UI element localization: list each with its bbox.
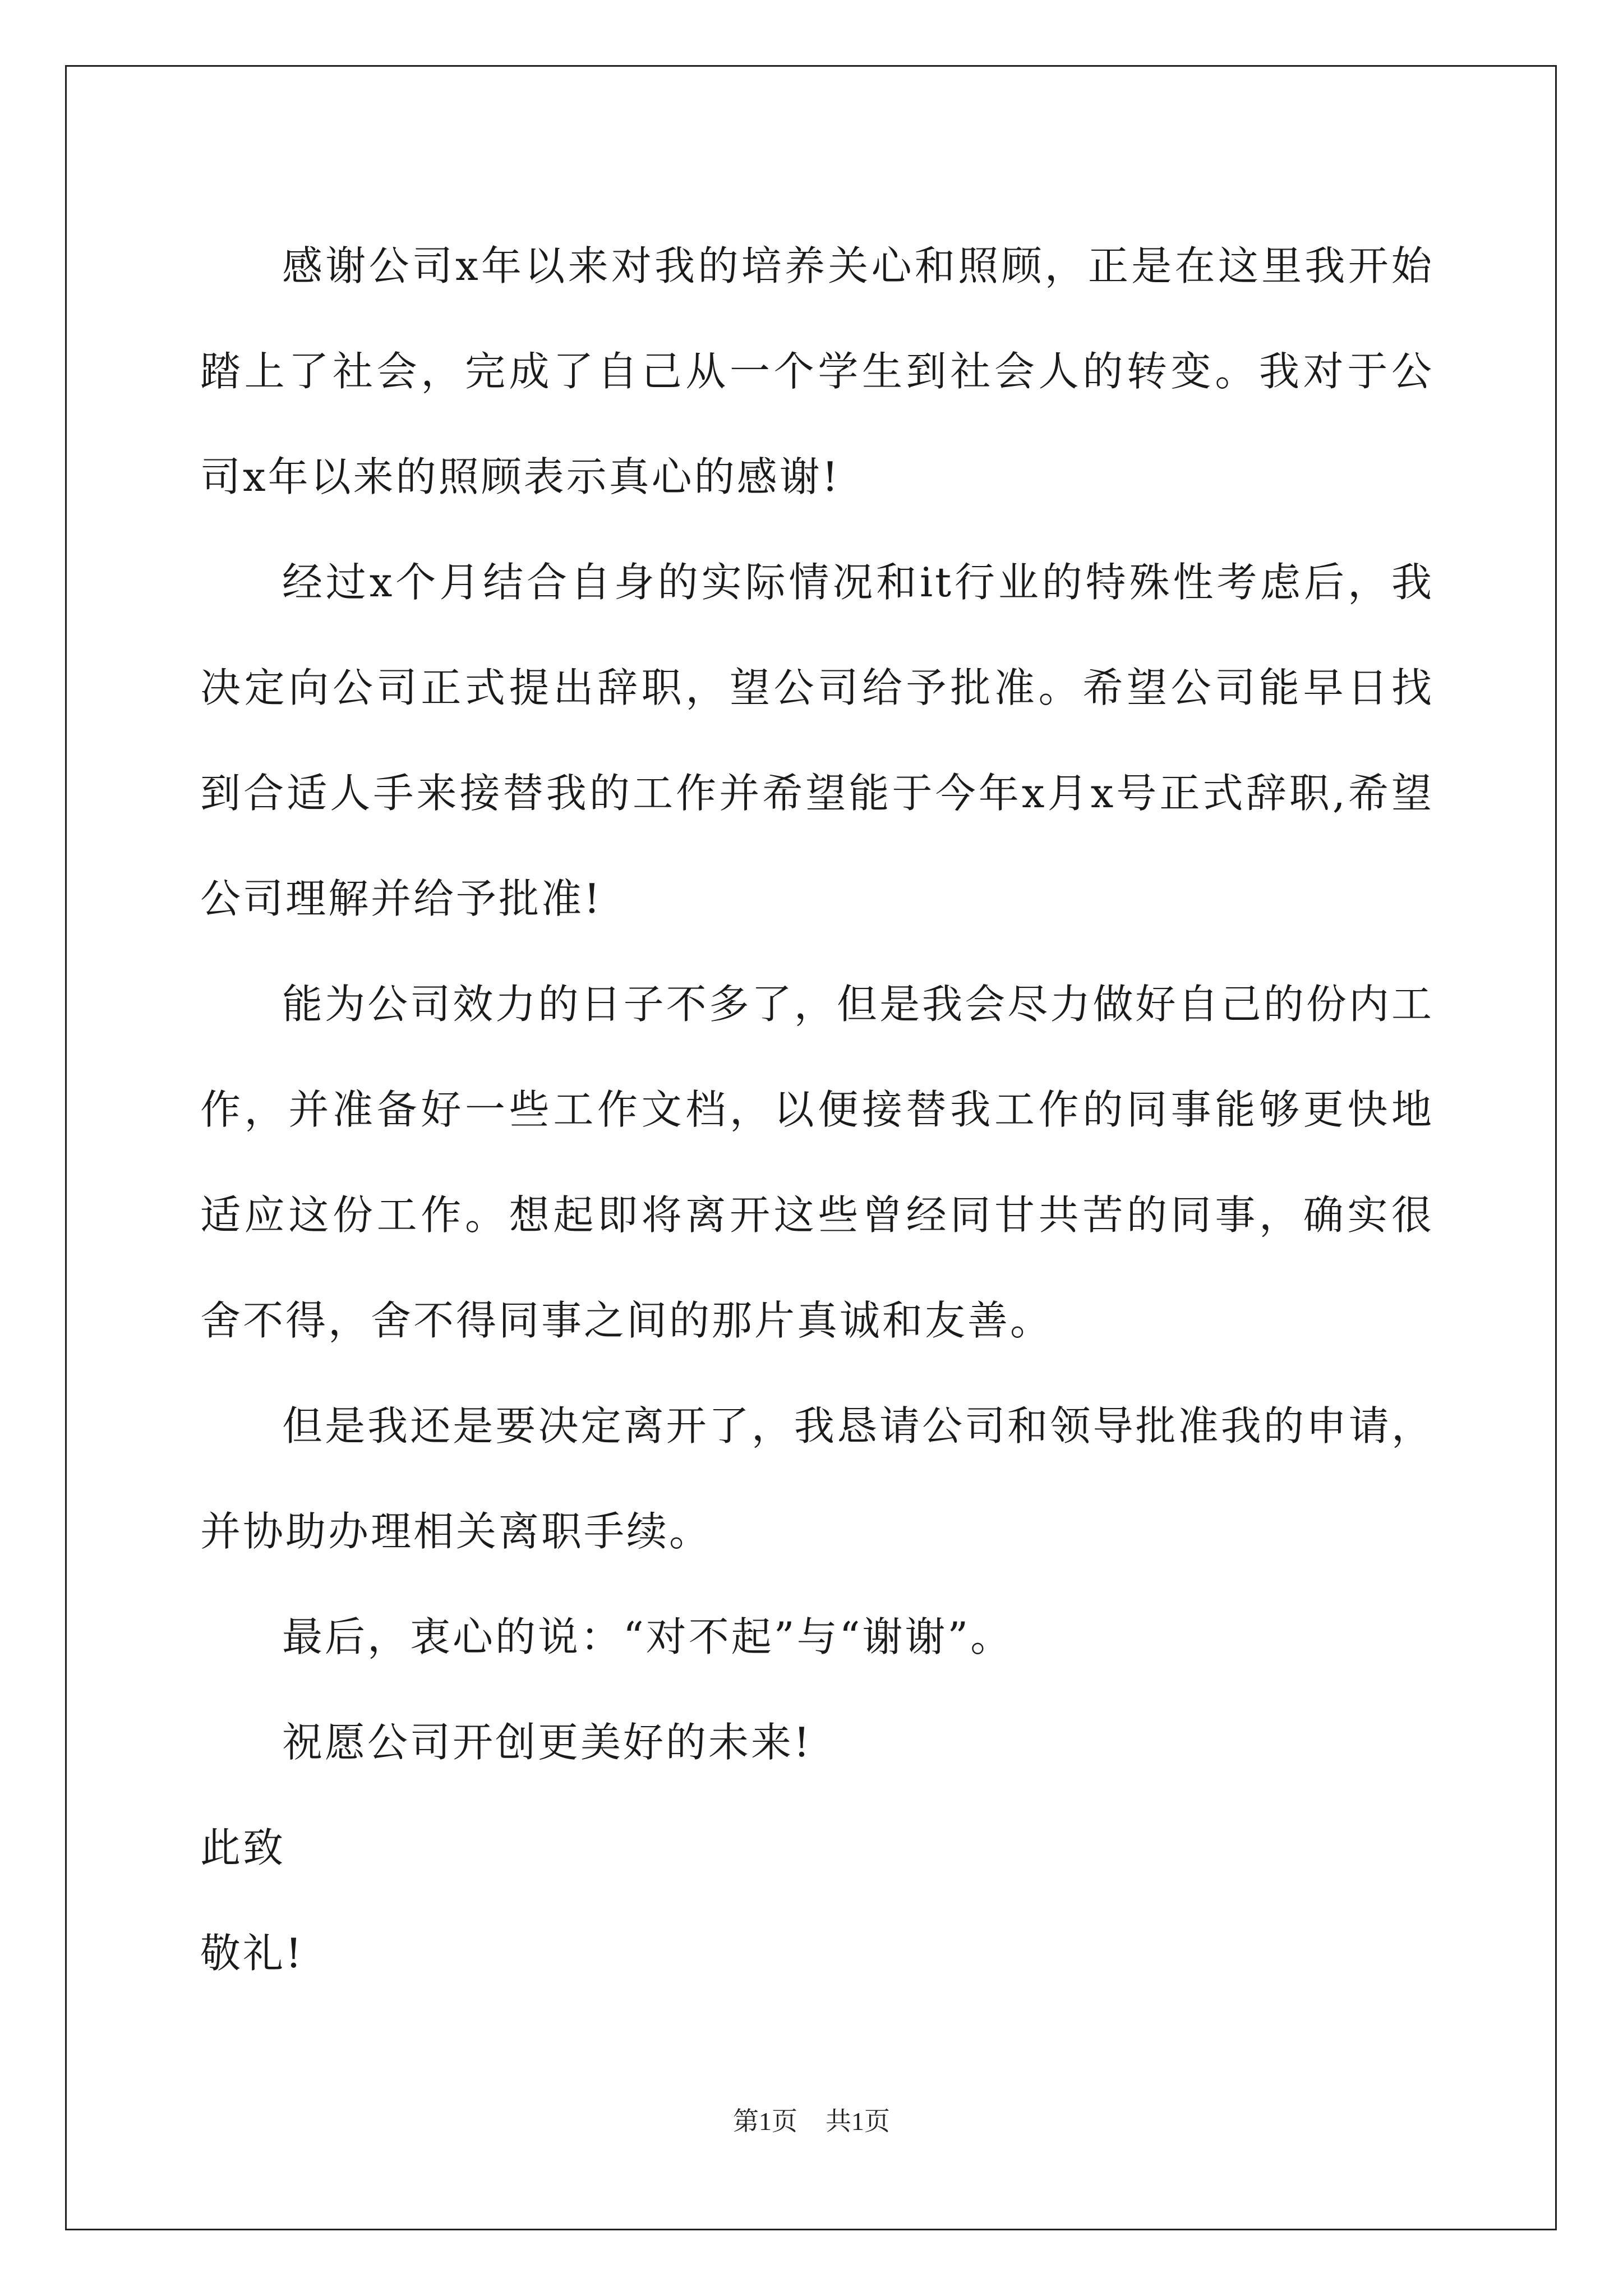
page-number: 第1页: [733, 2107, 797, 2136]
closing-salutation: 此致: [200, 1824, 286, 1871]
paragraph-resignation-request: 经过x个月结合自身的实际情况和it行业的特殊性考虑后，我决定向公司正式提出辞职，望公司给予批准。希望公司能早日找到合适人手来接替我的工作并希望能于今年x月x号正式辞职,希望公司理解并给予批准!: [200, 559, 1434, 922]
paragraph-handover: 能为公司效力的日子不多了，但是我会尽力做好自己的份内工作，并准备好一些工作文档，以便接替我工作的同事能够更快地适应这份工作。想起即将离开这些曾经同甘共苦的同事，确实很舍不得，舍不得同事之间的那片真诚和友善。: [200, 981, 1434, 1344]
paragraph-apology-thanks: 最后，衷心的说：“对不起”与“谢谢”。: [282, 1613, 1013, 1660]
page-footer: [0, 2101, 1623, 2138]
paragraph-wishes: 祝愿公司开创更美好的未来!: [282, 1719, 812, 1766]
closing-regards: 敬礼!: [200, 1930, 304, 1977]
letter-body: [200, 213, 1434, 2006]
paragraph-gratitude: 感谢公司x年以来对我的培养关心和照顾，正是在这里我开始踏上了社会，完成了自己从一个学生到社会人的转变。我对于公司x年以来的照顾表示真心的感谢!: [200, 242, 1434, 500]
page-total: 共1页: [826, 2107, 890, 2136]
paragraph-decision: 但是我还是要决定离开了，我恳请公司和领导批准我的申请，并协助办理相关离职手续。: [200, 1402, 1434, 1555]
